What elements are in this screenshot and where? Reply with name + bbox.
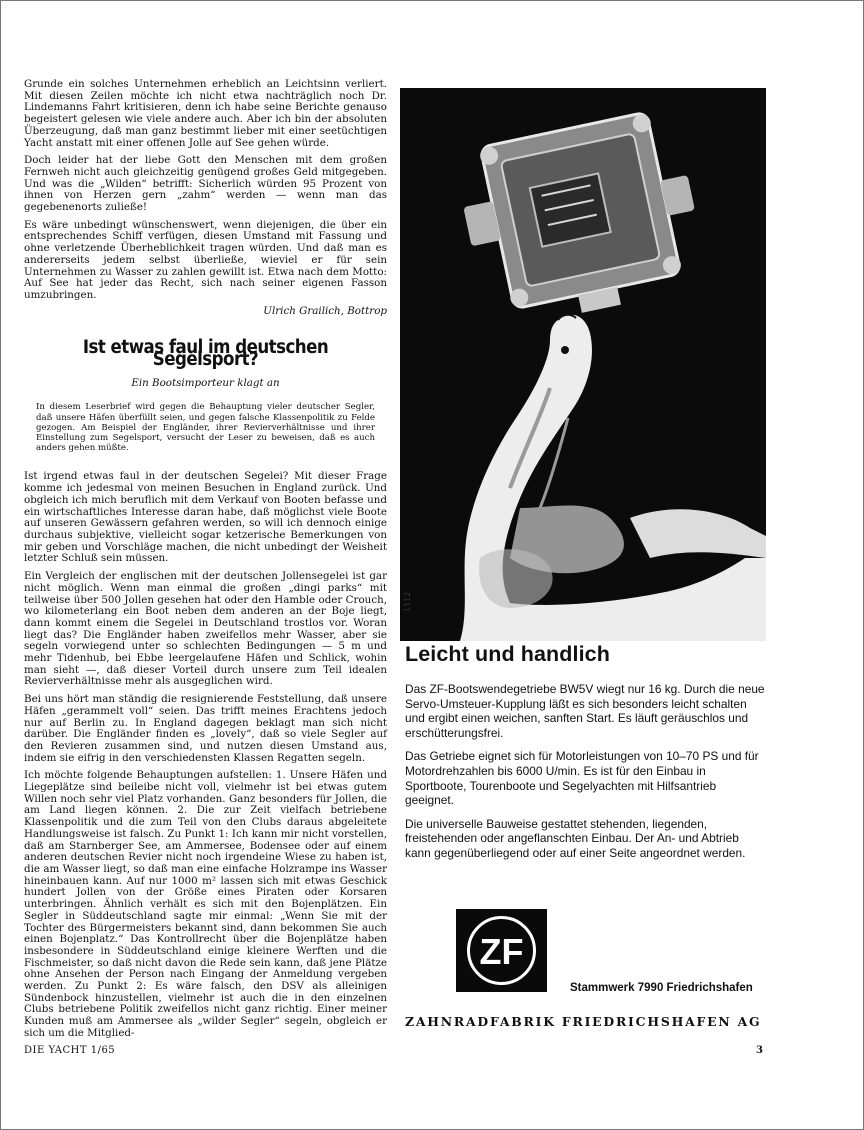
article-paragraph: Bei uns hört man ständig die resignierende Feststellung, daß unsere Häfen „gerammelt voll“ seien. Das trifft meines Erachtens jedoch nur auf Berlin zu. In England dagegen beklagt man sich nicht darüber. Die Engländer finden es „lovely“, daß so viele Segler auf den Revieren zusammen sind, und nutzen diesen Umstand aus, indem sie eifrig in den verschiedensten Klassen Regatten segeln. — [24, 693, 387, 764]
photo-code: 1112 — [403, 591, 412, 612]
company-name: ZAHNRADFABRIK FRIEDRICHSHAFEN AG — [405, 1014, 762, 1029]
letters-column — [24, 79, 387, 1046]
letter-paragraph: Doch leider hat der liebe Gott den Menschen mit dem großen Fernweh nicht auch gleichzeitig genügend großes Geld mitgegeben. Und was die „Wilden“ betrifft: Sicherlich würden 95 Prozent von ihnen von Herzen gern „zahm“ werden — wenn man das gegebenenorts zuließe! — [24, 154, 387, 214]
zf-logo — [456, 909, 547, 992]
ad-paragraph: Die universelle Bauweise gestattet stehenden, liegenden, freistehenden oder angeflanschten Einbau. Der An- und Abtrieb kann gegenüberliegend oder auf einer Seite angeordnet werden. — [405, 816, 746, 860]
sea-lion-illustration — [400, 88, 766, 641]
ad-copy — [405, 682, 767, 870]
page-number: 3 — [756, 1045, 763, 1056]
sea-lion-gearbox-photo — [400, 88, 766, 641]
letter-paragraph: Es wäre unbedingt wünschenswert, wenn diejenigen, die über ein entsprechendes Schiff verfügen, diesen Umstand mit Fassung und ohne verletzende Überheblichkeit tragen würden. Und daß man es andererseits jedem selbst überließe, wieviel er für sein Unternehmen zu Wasser zu zahlen gewillt ist. Etwa nach dem Motto: Auf See hat jeder das Recht, sich nach seiner eigenen Fasson umzubringen. — [24, 218, 387, 301]
ad-paragraph: Das ZF-Bootswendegetriebe BW5V wiegt nur 16 kg. Durch die neue Servo-Umsteuer-Kupplung läßt es sich besonders leicht schalten und ergibt einen weichen, sanften Start. Es läuft geräuschlos und erschütterungsfrei. — [405, 682, 765, 740]
zf-logo-icon — [456, 909, 547, 992]
ad-paragraph: Das Getriebe eignet sich für Motorleistungen von 10–70 PS und für Motordrehzahlen bis 6000 U/min. Es ist für den Einbau in Sportboote, Tourenboote und Segelyachten mit Hilfsantrieb geeignet. — [405, 749, 759, 808]
letter-signature: Ulrich Grailich, Bottrop — [263, 304, 387, 317]
article-paragraph: Ein Vergleich der englischen mit der deutschen Jollensegelei ist gar nicht möglich. Wenn man einmal die großen „dingi parks“ mit teilweise über 500 Jollen gesehen hat oder den Hamble oder Crouch, wo kilometerlang ein Boot neben dem anderen an der Boje liegt, dann kommt einem die Segelei in Deutschland trostlos vor. Woran liegt das? Die Engländer haben zweifellos mehr Wasser, aber sie segeln vorwiegend unter so schlechten Bedingungen — 5 m und mehr Tidenhub, bei Ebbe leergelaufene Häfen und Schlick, wohin man sieht —, daß dieser Vorteil durch unsere zum Teil idealen Revierverhältnisse mehr als ausgeglichen wird. — [24, 570, 387, 688]
article-headline: Ist etwas faul im deutschen Segelsport? — [82, 337, 329, 371]
ad-title: Leicht und handlich — [405, 642, 610, 666]
zf-logo-text: ZF — [479, 931, 524, 972]
magazine-issue: DIE YACHT 1/65 — [24, 1045, 116, 1056]
plant-location: Stammwerk 7990 Friedrichshafen — [570, 982, 753, 994]
article-subheadline: Ein Bootsimporteur klagt an — [131, 376, 280, 389]
article-paragraph: Ist irgend etwas faul in der deutschen Segelei? Mit dieser Frage komme ich jedesmal von meinen Besuchen in England zurück. Und obgleich ich mich beruflich mit dem Verkauf von Booten befasse und ein wirtschaftliches Interesse daran habe, daß möglichst viele Boote auf unseren Gewässern gefahren werden, so will ich dennoch einige durchaus subjektive, vielleicht sogar ketzerische Bemerkungen von mir geben und Vorschläge machen, die nicht unbedingt der Weisheit letzter Schluß sein müssen. — [24, 470, 387, 565]
letter-paragraph: Grunde ein solches Unternehmen erheblich an Leichtsinn verliert. Mit diesen Zeilen möchte ich nicht etwa nachträglich noch Dr. Lindemanns Fahrt kritisieren, denn ich habe seine Berichte genauso begeistert gelesen wie viele andere auch. Aber ich bin der absoluten Überzeugung, daß man ganz bestimmt lieber mit einer seetüchtigen Yacht anstatt mit einer offenen Jolle auf See gehen würde. — [24, 78, 387, 149]
article-body — [24, 471, 387, 1039]
article-intro: In diesem Leserbrief wird gegen die Behauptung vieler deutscher Segler, daß unsere Häfen überfüllt seien, und gegen falsche Klassenpolitik zu Felde gezogen. Am Beispiel der Engländer, ihrer Revierverhältnisse und ihrer Einstellung zum Segelsport, versucht der Leser zu beweisen, daß es auch anders gehen müßte. — [36, 402, 375, 454]
article-paragraph: Ich möchte folgende Behauptungen aufstellen: 1. Unsere Häfen und Liegeplätze sind beileibe nicht voll, vielmehr ist bei etwas gutem Willen noch sehr viel Platz vorhanden. Ganz besonders für Jollen, die am Land liegen können. 2. Die zur Zeit vielfach betriebene Klassenpolitik und die zum Teil von den Clubs daraus abgeleitete Handlungsweise ist falsch. Zu Punkt 1: Ich kann mir nicht vorstellen, daß am Starnberger See, am Ammersee, Bodensee oder auf einem anderen deutschen Revier nicht noch irgendeine Wiese zu haben ist, die am Wasser liegt, so daß man eine einfache Holzrampe ins Wasser hineinbauen kann. Auf nur 1000 m² lassen sich mit etwas Geschick hundert Jollen von der Größe eines Piraten oder Korsaren unterbringen. Ähnlich verhält es sich mit den Bojenplätzen. Ein Segler in Süddeutschland sagte mir einmal: „Wenn Sie mit der Tochter des Bürgermeisters bekannt sind, dann bekommen Sie auch einen Bojenplatz.“ Das Kontrollrecht über die Bojenplätze haben insbesondere in Süddeutschland einige kleinere Werften und die Fischmeister, so daß nicht davon die Rede sein kann, daß jene Plätze ohne Ansehen der Person nach Eingang der Anmeldung vergeben werden. Zu Punkt 2: Es wäre falsch, den DSV als alleinigen Sündenbock hinzustellen, vielmehr ist auch die in den einzelnen Clubs betriebene Politik zweifellos nicht ganz richtig. Einer meiner Kunden muß am Ammersee als „wilder Segler“ segeln, obgleich er sich um die Mitglied- — [24, 769, 387, 1039]
